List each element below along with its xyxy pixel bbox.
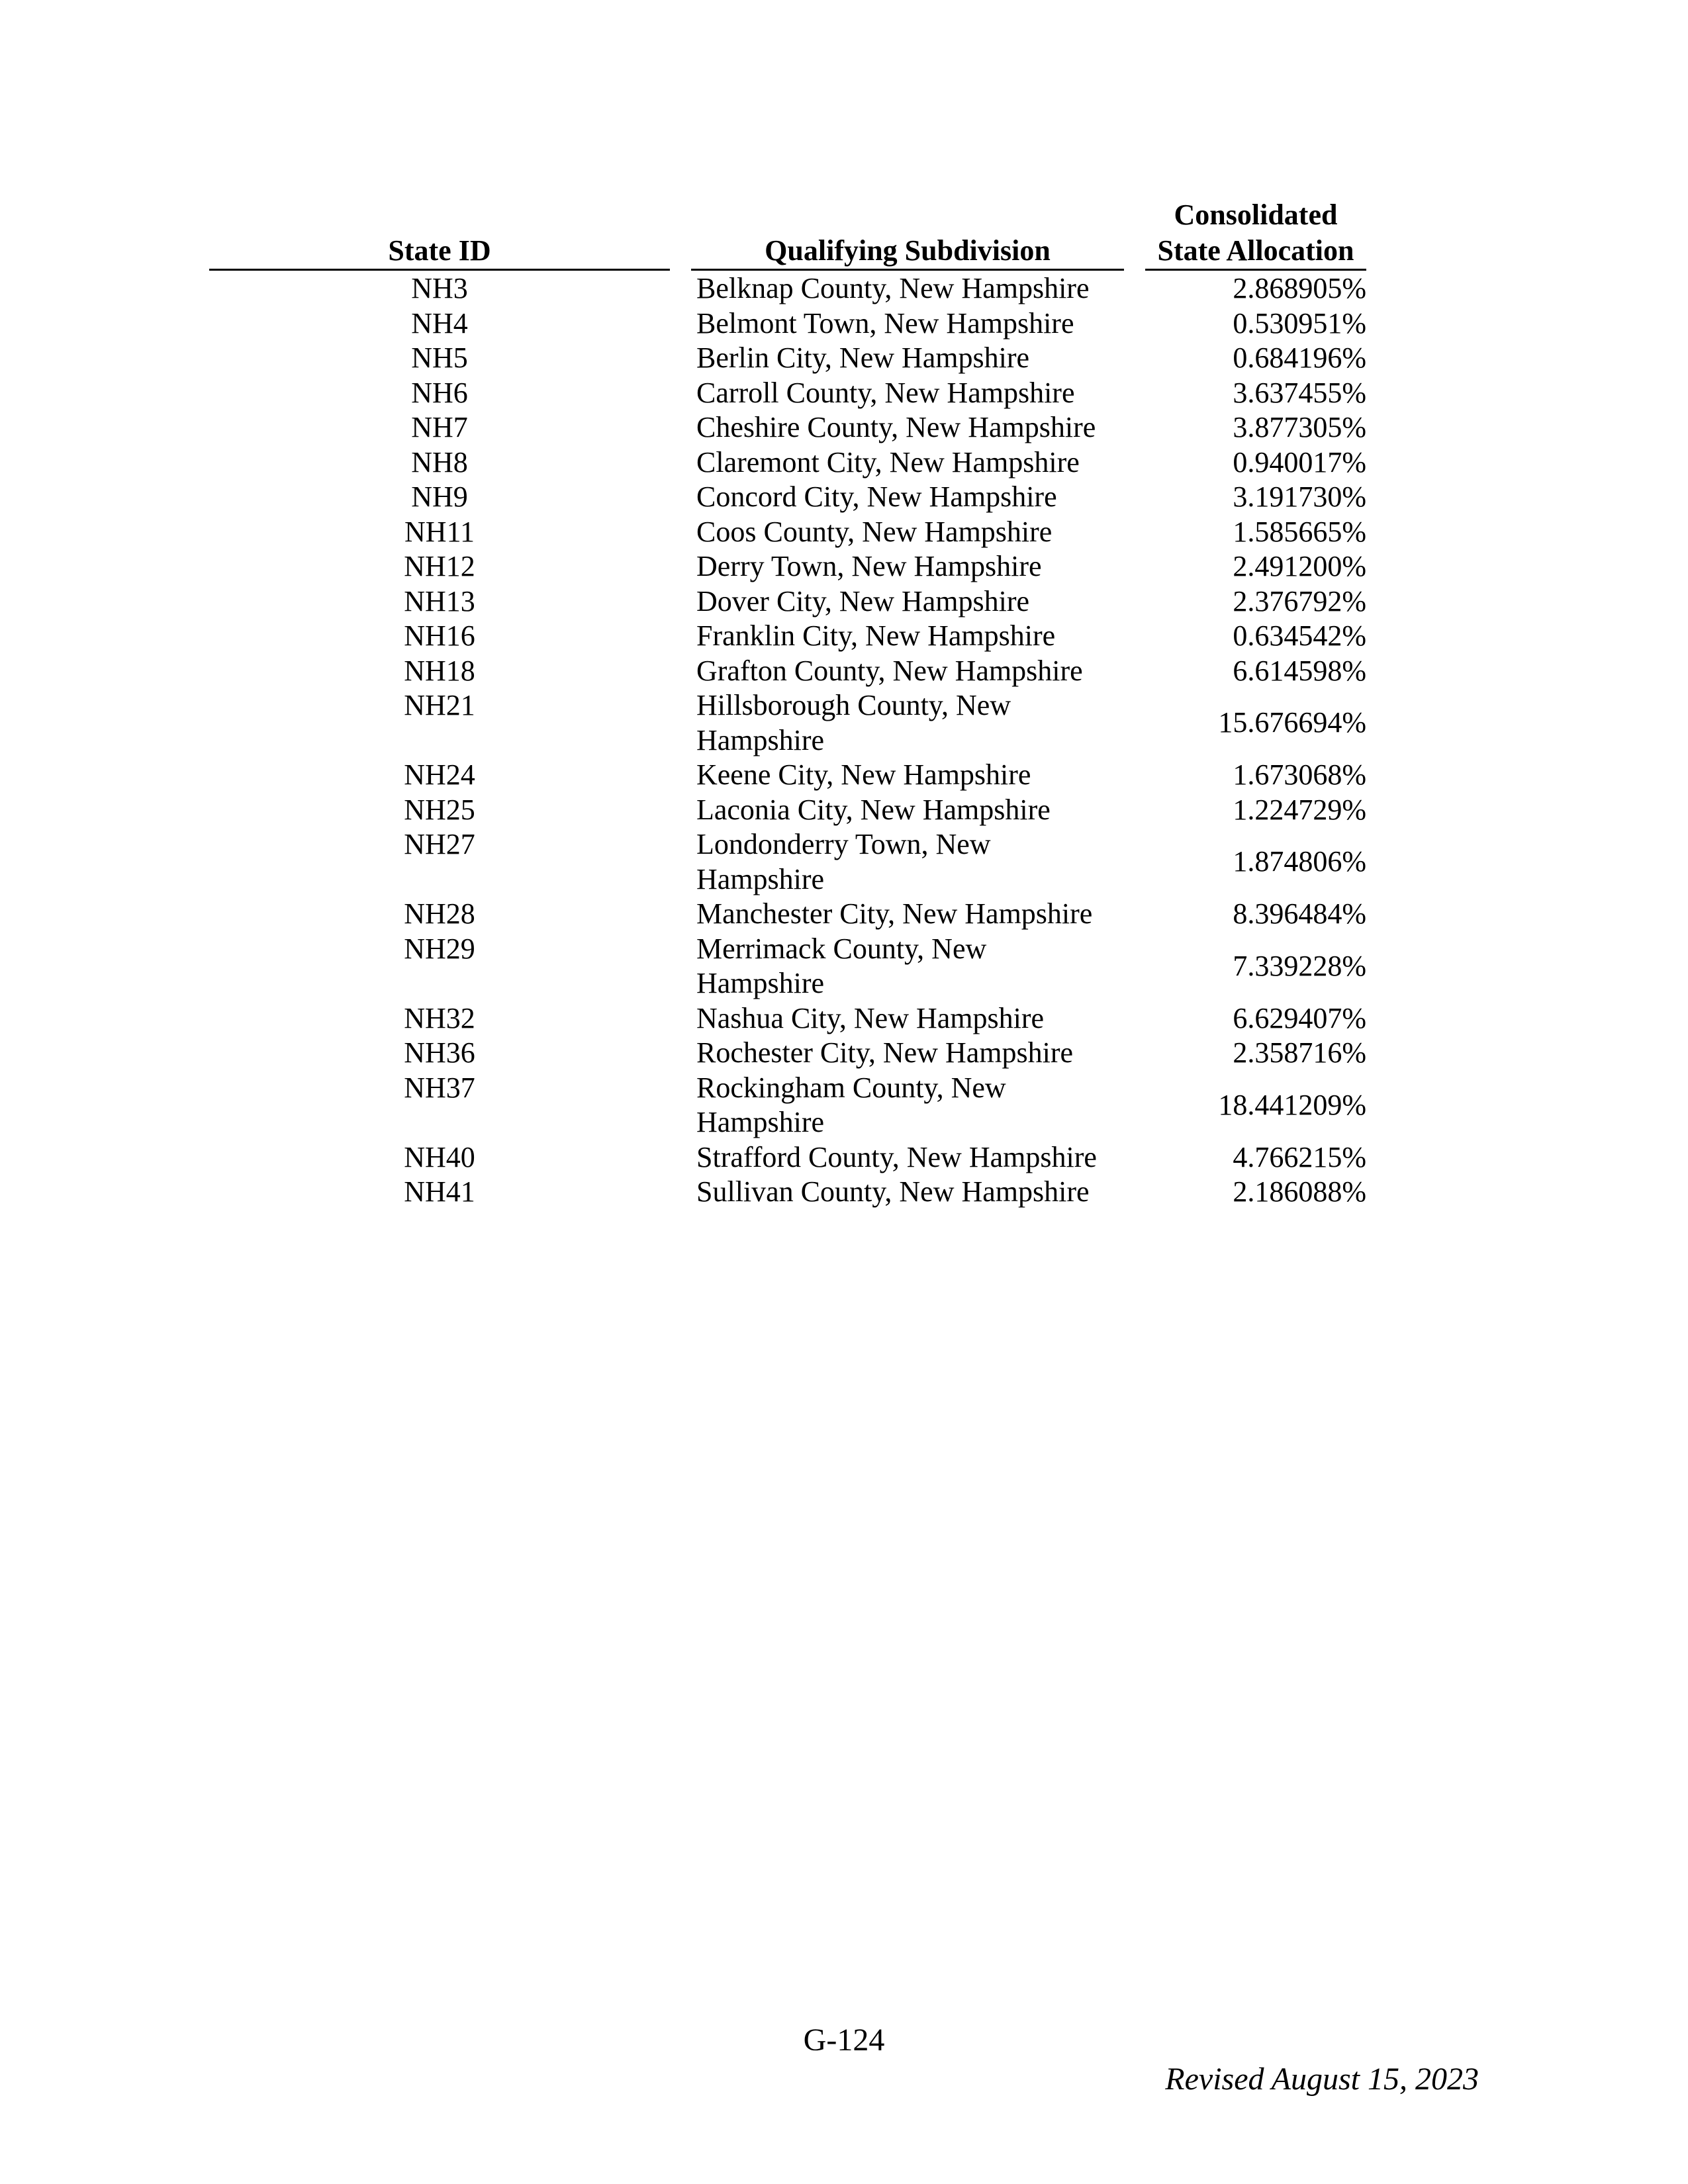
allocation-cell: 3.637455% bbox=[1233, 376, 1366, 409]
table-row bbox=[0, 897, 1688, 932]
table-row bbox=[0, 793, 1688, 828]
state-id-cell: NH18 bbox=[404, 654, 475, 687]
header-qualifying-subdivision: Qualifying Subdivision bbox=[691, 233, 1124, 271]
state-id-cell: NH12 bbox=[404, 550, 475, 582]
state-id-cell: NH13 bbox=[404, 584, 475, 617]
table-row bbox=[0, 480, 1688, 515]
subdivision-cell: Dover City, New Hampshire bbox=[696, 584, 1030, 617]
state-id-cell: NH24 bbox=[404, 758, 475, 791]
allocation-table-body bbox=[0, 271, 1688, 1210]
table-row bbox=[0, 410, 1688, 445]
allocation-cell: 8.396484% bbox=[1233, 897, 1366, 930]
subdivision-cell: Strafford County, New Hampshire bbox=[696, 1140, 1097, 1173]
subdivision-cell: Cheshire County, New Hampshire bbox=[696, 411, 1096, 443]
state-id-cell: NH36 bbox=[404, 1036, 475, 1069]
revised-date: Revised August 15, 2023 bbox=[1165, 2062, 1479, 2097]
subdivision-cell: Laconia City, New Hampshire bbox=[696, 793, 1051, 826]
header-state-id: State ID bbox=[209, 233, 670, 271]
table-row bbox=[0, 758, 1688, 793]
table-row bbox=[0, 1175, 1688, 1210]
allocation-cell: 6.629407% bbox=[1233, 1001, 1366, 1034]
table-row bbox=[0, 1001, 1688, 1036]
subdivision-cell: Coos County, New Hampshire bbox=[696, 515, 1053, 548]
allocation-cell: 2.186088% bbox=[1233, 1175, 1366, 1208]
subdivision-cell: Concord City, New Hampshire bbox=[696, 480, 1057, 513]
allocation-cell: 7.339228% bbox=[1233, 949, 1366, 982]
state-id-cell: NH8 bbox=[411, 445, 468, 478]
subdivision-cell: Rockingham County, New Hampshire bbox=[696, 1071, 1006, 1138]
allocation-cell: 1.874806% bbox=[1233, 845, 1366, 878]
state-id-cell: NH41 bbox=[404, 1175, 475, 1208]
header-consolidated-state-allocation: Consolidated State Allocation bbox=[1145, 197, 1366, 271]
state-id-cell: NH28 bbox=[404, 897, 475, 930]
table-row bbox=[0, 515, 1688, 550]
state-id-cell: NH6 bbox=[411, 376, 468, 409]
subdivision-cell: Belknap County, New Hampshire bbox=[696, 272, 1090, 304]
table-row bbox=[0, 688, 1688, 758]
table-row bbox=[0, 827, 1688, 897]
table-row bbox=[0, 549, 1688, 584]
subdivision-cell: Nashua City, New Hampshire bbox=[696, 1001, 1045, 1034]
table-row bbox=[0, 445, 1688, 480]
allocation-cell: 2.358716% bbox=[1233, 1036, 1366, 1069]
table-row bbox=[0, 1140, 1688, 1175]
subdivision-cell: Londonderry Town, New Hampshire bbox=[696, 828, 991, 895]
allocation-cell: 3.191730% bbox=[1233, 480, 1366, 513]
state-id-cell: NH11 bbox=[404, 515, 475, 548]
subdivision-cell: Sullivan County, New Hampshire bbox=[696, 1175, 1090, 1208]
state-id-cell: NH40 bbox=[404, 1140, 475, 1173]
subdivision-cell: Franklin City, New Hampshire bbox=[696, 619, 1056, 652]
subdivision-cell: Rochester City, New Hampshire bbox=[696, 1036, 1074, 1069]
allocation-cell: 3.877305% bbox=[1233, 411, 1366, 443]
page-number: G-124 bbox=[803, 2023, 885, 2058]
allocation-cell: 4.766215% bbox=[1233, 1140, 1366, 1173]
allocation-cell: 1.585665% bbox=[1233, 515, 1366, 548]
table-row bbox=[0, 654, 1688, 689]
allocation-cell: 1.673068% bbox=[1233, 758, 1366, 791]
table-row bbox=[0, 306, 1688, 341]
state-id-cell: NH7 bbox=[411, 411, 468, 443]
table-row bbox=[0, 1036, 1688, 1071]
subdivision-cell: Manchester City, New Hampshire bbox=[696, 897, 1093, 930]
allocation-cell: 2.376792% bbox=[1233, 584, 1366, 617]
state-id-cell: NH3 bbox=[411, 272, 468, 304]
allocation-cell: 0.940017% bbox=[1233, 445, 1366, 478]
state-id-cell: NH29 bbox=[404, 932, 475, 965]
subdivision-cell: Derry Town, New Hampshire bbox=[696, 550, 1042, 582]
state-id-cell: NH37 bbox=[404, 1071, 475, 1104]
table-row bbox=[0, 584, 1688, 619]
table-row bbox=[0, 1071, 1688, 1140]
subdivision-cell: Grafton County, New Hampshire bbox=[696, 654, 1083, 687]
allocation-cell: 0.634542% bbox=[1233, 619, 1366, 652]
state-id-cell: NH5 bbox=[411, 341, 468, 374]
table-row bbox=[0, 341, 1688, 376]
state-id-cell: NH25 bbox=[404, 793, 475, 826]
subdivision-cell: Berlin City, New Hampshire bbox=[696, 341, 1030, 374]
allocation-cell: 0.530951% bbox=[1233, 306, 1366, 340]
state-id-cell: NH4 bbox=[411, 306, 468, 340]
allocation-cell: 2.868905% bbox=[1233, 272, 1366, 304]
subdivision-cell: Belmont Town, New Hampshire bbox=[696, 306, 1074, 340]
subdivision-cell: Hillsborough County, New Hampshire bbox=[696, 689, 1011, 756]
state-id-cell: NH32 bbox=[404, 1001, 475, 1034]
subdivision-cell: Carroll County, New Hampshire bbox=[696, 376, 1075, 409]
table-row bbox=[0, 271, 1688, 306]
subdivision-cell: Merrimack County, New Hampshire bbox=[696, 932, 987, 999]
subdivision-cell: Keene City, New Hampshire bbox=[696, 758, 1031, 791]
table-row bbox=[0, 932, 1688, 1001]
subdivision-cell: Claremont City, New Hampshire bbox=[696, 445, 1080, 478]
state-id-cell: NH21 bbox=[404, 689, 475, 721]
state-id-cell: NH16 bbox=[404, 619, 475, 652]
allocation-cell: 0.684196% bbox=[1233, 341, 1366, 374]
table-row bbox=[0, 619, 1688, 654]
table-row bbox=[0, 376, 1688, 411]
allocation-cell: 15.676694% bbox=[1218, 706, 1366, 739]
state-id-cell: NH9 bbox=[411, 480, 468, 513]
allocation-cell: 2.491200% bbox=[1233, 550, 1366, 582]
allocation-cell: 18.441209% bbox=[1218, 1088, 1366, 1121]
state-id-cell: NH27 bbox=[404, 828, 475, 860]
allocation-cell: 6.614598% bbox=[1233, 654, 1366, 687]
allocation-cell: 1.224729% bbox=[1233, 793, 1366, 826]
